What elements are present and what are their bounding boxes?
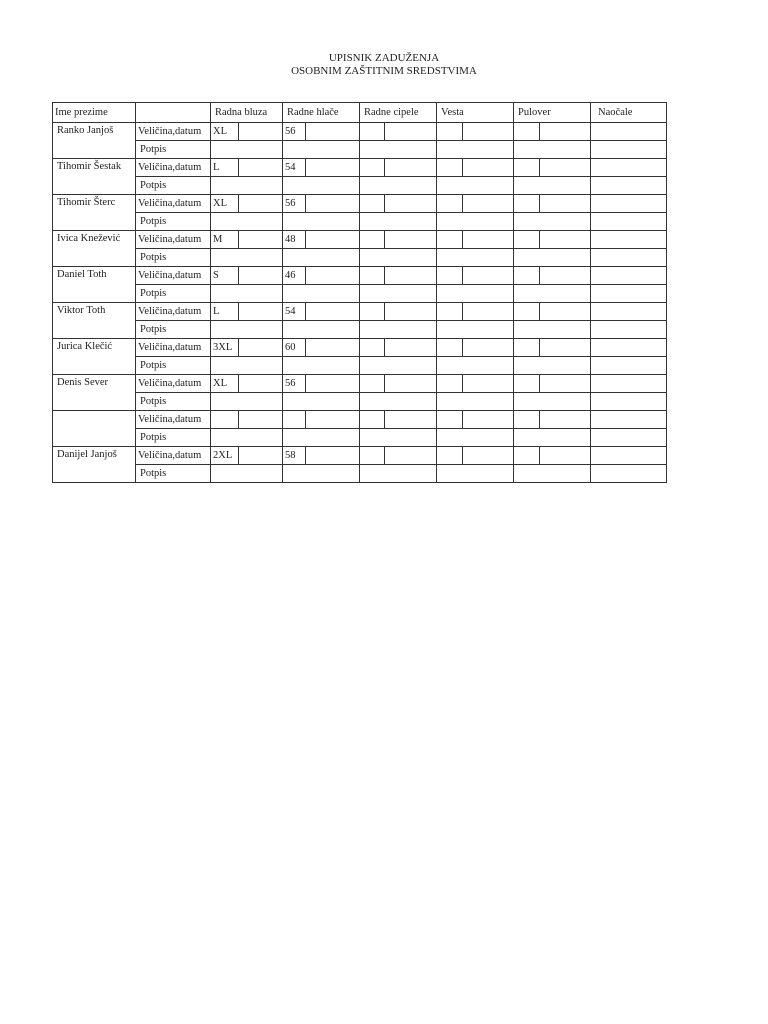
cipele-date: [385, 303, 437, 321]
bluza-signature: [211, 285, 283, 303]
hlace-size: 56: [283, 195, 306, 213]
size-date-label: Veličina,datum: [136, 123, 211, 141]
naocale-cell: [591, 447, 667, 465]
bluza-size: [211, 411, 239, 429]
hlace-size: [283, 411, 306, 429]
size-date-label: Veličina,datum: [136, 375, 211, 393]
table-row: [53, 447, 667, 465]
signature-label: Potpis: [136, 357, 211, 375]
hlace-signature: [283, 213, 360, 231]
bluza-signature: [211, 321, 283, 339]
vesta-signature: [437, 429, 514, 447]
naocale-signature: [591, 357, 667, 375]
bluza-size: L: [211, 159, 239, 177]
table-row: [53, 375, 667, 393]
cipele-size: [360, 303, 385, 321]
vesta-date: [463, 339, 514, 357]
signature-label: Potpis: [136, 429, 211, 447]
naocale-cell: [591, 375, 667, 393]
table-row: [53, 411, 667, 429]
vesta-size: [437, 339, 463, 357]
pulover-size: [514, 267, 540, 285]
signature-label: Potpis: [136, 213, 211, 231]
vesta-size: [437, 447, 463, 465]
naocale-cell: [591, 267, 667, 285]
naocale-signature: [591, 285, 667, 303]
pulover-size: [514, 339, 540, 357]
vesta-date: [463, 411, 514, 429]
hlace-date: [306, 375, 360, 393]
employee-name: Tihomir Šestak: [53, 159, 136, 195]
naocale-cell: [591, 159, 667, 177]
employee-name: [53, 411, 136, 447]
equipment-ledger-table: [52, 102, 667, 483]
signature-row: [53, 429, 667, 447]
hlace-date: [306, 195, 360, 213]
naocale-signature: [591, 141, 667, 159]
employee-name: Ivica Knežević: [53, 231, 136, 267]
hlace-signature: [283, 429, 360, 447]
signature-row: [53, 465, 667, 483]
signature-row: [53, 321, 667, 339]
hlace-size: 54: [283, 303, 306, 321]
naocale-cell: [591, 303, 667, 321]
vesta-signature: [437, 213, 514, 231]
naocale-signature: [591, 249, 667, 267]
header-naocale: Naočale: [591, 103, 667, 123]
bluza-signature: [211, 465, 283, 483]
hlace-date: [306, 447, 360, 465]
vesta-date: [463, 375, 514, 393]
naocale-signature: [591, 465, 667, 483]
vesta-signature: [437, 141, 514, 159]
pulover-size: [514, 159, 540, 177]
vesta-date: [463, 303, 514, 321]
bluza-signature: [211, 213, 283, 231]
hlace-signature: [283, 177, 360, 195]
vesta-signature: [437, 249, 514, 267]
pulover-date: [540, 159, 591, 177]
hlace-size: 60: [283, 339, 306, 357]
bluza-date: [239, 267, 283, 285]
bluza-size: M: [211, 231, 239, 249]
hlace-date: [306, 411, 360, 429]
naocale-signature: [591, 321, 667, 339]
pulover-signature: [514, 465, 591, 483]
vesta-size: [437, 375, 463, 393]
cipele-size: [360, 267, 385, 285]
signature-label: Potpis: [136, 249, 211, 267]
cipele-signature: [360, 429, 437, 447]
hlace-size: 48: [283, 231, 306, 249]
cipele-size: [360, 231, 385, 249]
size-date-label: Veličina,datum: [136, 195, 211, 213]
cipele-date: [385, 375, 437, 393]
signature-label: Potpis: [136, 141, 211, 159]
vesta-date: [463, 159, 514, 177]
vesta-size: [437, 123, 463, 141]
pulover-size: [514, 447, 540, 465]
table-row: [53, 159, 667, 177]
naocale-signature: [591, 177, 667, 195]
vesta-size: [437, 411, 463, 429]
bluza-date: [239, 195, 283, 213]
pulover-date: [540, 231, 591, 249]
signature-label: Potpis: [136, 321, 211, 339]
vesta-size: [437, 231, 463, 249]
bluza-signature: [211, 357, 283, 375]
signature-row: [53, 177, 667, 195]
pulover-date: [540, 339, 591, 357]
header-row: [53, 103, 667, 123]
cipele-size: [360, 447, 385, 465]
cipele-size: [360, 159, 385, 177]
title-line-2: OSOBNIM ZAŠTITNIM SREDSTVIMA: [291, 64, 477, 77]
hlace-signature: [283, 141, 360, 159]
pulover-signature: [514, 357, 591, 375]
cipele-date: [385, 231, 437, 249]
cipele-signature: [360, 141, 437, 159]
signature-row: [53, 249, 667, 267]
pulover-signature: [514, 321, 591, 339]
employee-name: Denis Sever: [53, 375, 136, 411]
signature-label: Potpis: [136, 465, 211, 483]
hlace-size: 56: [283, 123, 306, 141]
pulover-signature: [514, 177, 591, 195]
vesta-size: [437, 159, 463, 177]
signature-row: [53, 357, 667, 375]
pulover-signature: [514, 285, 591, 303]
naocale-cell: [591, 123, 667, 141]
vesta-size: [437, 195, 463, 213]
hlace-size: 56: [283, 375, 306, 393]
table-row: [53, 267, 667, 285]
naocale-cell: [591, 231, 667, 249]
signature-row: [53, 285, 667, 303]
vesta-signature: [437, 285, 514, 303]
cipele-date: [385, 267, 437, 285]
size-date-label: Veličina,datum: [136, 231, 211, 249]
size-date-label: Veličina,datum: [136, 411, 211, 429]
vesta-date: [463, 447, 514, 465]
pulover-date: [540, 375, 591, 393]
cipele-signature: [360, 465, 437, 483]
signature-row: [53, 141, 667, 159]
pulover-signature: [514, 141, 591, 159]
pulover-size: [514, 411, 540, 429]
hlace-date: [306, 339, 360, 357]
cipele-date: [385, 339, 437, 357]
hlace-signature: [283, 393, 360, 411]
pulover-size: [514, 231, 540, 249]
signature-label: Potpis: [136, 177, 211, 195]
bluza-date: [239, 303, 283, 321]
employee-name: Tihomir Šterc: [53, 195, 136, 231]
bluza-size: XL: [211, 195, 239, 213]
pulover-date: [540, 267, 591, 285]
naocale-cell: [591, 195, 667, 213]
vesta-date: [463, 231, 514, 249]
employee-name: Danijel Janjoš: [53, 447, 136, 483]
header-blank: [136, 103, 211, 123]
header-radne-hlace: Radne hlače: [283, 103, 360, 123]
pulover-size: [514, 195, 540, 213]
bluza-size: 3XL: [211, 339, 239, 357]
table-row: [53, 195, 667, 213]
bluza-date: [239, 447, 283, 465]
vesta-date: [463, 267, 514, 285]
hlace-size: 54: [283, 159, 306, 177]
pulover-size: [514, 303, 540, 321]
table-row: [53, 123, 667, 141]
cipele-size: [360, 375, 385, 393]
bluza-signature: [211, 141, 283, 159]
hlace-date: [306, 267, 360, 285]
cipele-date: [385, 195, 437, 213]
hlace-date: [306, 303, 360, 321]
size-date-label: Veličina,datum: [136, 339, 211, 357]
signature-row: [53, 393, 667, 411]
signature-label: Potpis: [136, 285, 211, 303]
employee-name: Jurica Klečić: [53, 339, 136, 375]
size-date-label: Veličina,datum: [136, 447, 211, 465]
pulover-signature: [514, 213, 591, 231]
size-date-label: Veličina,datum: [136, 159, 211, 177]
bluza-size: L: [211, 303, 239, 321]
pulover-signature: [514, 393, 591, 411]
hlace-signature: [283, 321, 360, 339]
vesta-signature: [437, 177, 514, 195]
bluza-date: [239, 123, 283, 141]
header-name: Ime prezime: [53, 103, 136, 123]
naocale-cell: [591, 339, 667, 357]
signature-label: Potpis: [136, 393, 211, 411]
vesta-size: [437, 303, 463, 321]
pulover-size: [514, 375, 540, 393]
cipele-date: [385, 123, 437, 141]
document-title: [0, 52, 768, 77]
cipele-signature: [360, 249, 437, 267]
bluza-signature: [211, 249, 283, 267]
cipele-size: [360, 123, 385, 141]
header-radna-bluza: Radna bluza: [211, 103, 283, 123]
vesta-size: [437, 267, 463, 285]
title-line-1: UPISNIK ZADUŽENJA: [328, 52, 440, 64]
bluza-date: [239, 231, 283, 249]
header-pulover: Pulover: [514, 103, 591, 123]
hlace-size: 58: [283, 447, 306, 465]
bluza-date: [239, 339, 283, 357]
hlace-signature: [283, 465, 360, 483]
employee-name: Ranko Janjoš: [53, 123, 136, 159]
cipele-signature: [360, 357, 437, 375]
cipele-size: [360, 411, 385, 429]
hlace-date: [306, 123, 360, 141]
cipele-size: [360, 195, 385, 213]
vesta-signature: [437, 393, 514, 411]
vesta-date: [463, 123, 514, 141]
table-row: [53, 231, 667, 249]
cipele-signature: [360, 285, 437, 303]
table-row: [53, 339, 667, 357]
employee-name: Daniel Toth: [53, 267, 136, 303]
bluza-signature: [211, 177, 283, 195]
pulover-date: [540, 123, 591, 141]
naocale-signature: [591, 393, 667, 411]
pulover-size: [514, 123, 540, 141]
cipele-size: [360, 339, 385, 357]
naocale-cell: [591, 411, 667, 429]
hlace-size: 46: [283, 267, 306, 285]
pulover-date: [540, 411, 591, 429]
hlace-date: [306, 231, 360, 249]
signature-row: [53, 213, 667, 231]
size-date-label: Veličina,datum: [136, 303, 211, 321]
pulover-date: [540, 195, 591, 213]
pulover-signature: [514, 249, 591, 267]
vesta-signature: [437, 321, 514, 339]
cipele-date: [385, 159, 437, 177]
bluza-size: XL: [211, 375, 239, 393]
bluza-date: [239, 159, 283, 177]
vesta-signature: [437, 357, 514, 375]
cipele-signature: [360, 213, 437, 231]
cipele-date: [385, 447, 437, 465]
bluza-size: 2XL: [211, 447, 239, 465]
bluza-signature: [211, 429, 283, 447]
cipele-date: [385, 411, 437, 429]
vesta-signature: [437, 465, 514, 483]
bluza-size: XL: [211, 123, 239, 141]
hlace-date: [306, 159, 360, 177]
pulover-date: [540, 447, 591, 465]
bluza-size: S: [211, 267, 239, 285]
naocale-signature: [591, 429, 667, 447]
employee-name: Viktor Toth: [53, 303, 136, 339]
cipele-signature: [360, 393, 437, 411]
bluza-signature: [211, 393, 283, 411]
table-row: [53, 303, 667, 321]
bluza-date: [239, 375, 283, 393]
size-date-label: Veličina,datum: [136, 267, 211, 285]
cipele-signature: [360, 321, 437, 339]
cipele-signature: [360, 177, 437, 195]
pulover-signature: [514, 429, 591, 447]
header-radne-cipele: Radne cipele: [360, 103, 437, 123]
naocale-signature: [591, 213, 667, 231]
hlace-signature: [283, 249, 360, 267]
vesta-date: [463, 195, 514, 213]
header-vesta: Vesta: [437, 103, 514, 123]
hlace-signature: [283, 357, 360, 375]
pulover-date: [540, 303, 591, 321]
hlace-signature: [283, 285, 360, 303]
bluza-date: [239, 411, 283, 429]
